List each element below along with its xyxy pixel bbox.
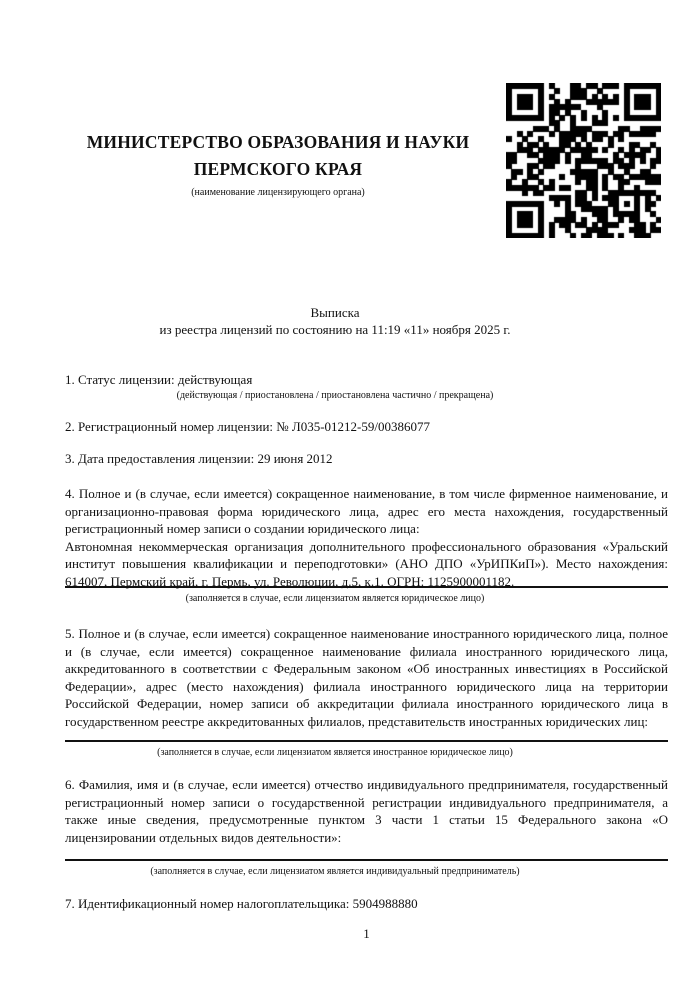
extract-subtitle: из реестра лицензий по состоянию на 11:19 «11» ноября 2025 г. [159, 322, 511, 337]
foreign-entity-note: (заполняется в случае, если лицензиатом является иностранное юридическое лицо) [157, 747, 513, 758]
ministry-name [65, 129, 491, 183]
legal-entity-value: Автономная некоммерческая организация дополнительного профессионального образования «Уральский институт повышения квалификации и переподготовки» (АНО ДПО «УрИПКиП»). Место нахождения: 614007, Пермский край, г. Пермь, ул. Революции, д.5, к.1. ОГРН: 1125900001182. [65, 538, 668, 589]
legal-entity-note: (заполняется в случае, если лицензиатом является юридическое лицо) [185, 593, 485, 604]
extract-title-block [65, 304, 605, 338]
qr-code-icon [506, 83, 661, 238]
entrepreneur-intro: 6. Фамилия, имя и (в случае, если имеется) отчество индивидуального предпринимателя, государственный регистрационный номер записи о государственной регистрации индивидуального предпринимателя, а также иные сведения, предусмотренные пунктом 3 части 1 статьи 15 Федерального закона «О лицензировании отдельных видов деятельности»: [65, 777, 668, 845]
foreign-entity-intro: 5. Полное и (в случае, если имеется) сокращенное наименование иностранного юридического лица, полное и (в случае, если имеется) сокращенное наименование филиала иностранного юридического лица, аккредитованного в соответствии с Федеральным законом «Об иностранных инвестициях в Российской Федерации», адрес (место нахождения) филиала иностранного юридического лица на территории Российской Федерации, номер записи об аккредитации филиала иностранного юридического лица в государственном реестре аккредитованных филиалов, представительств иностранных юридических лиц: [65, 626, 668, 729]
extract-title: Выписка [310, 305, 360, 320]
entrepreneur-note: (заполняется в случае, если лицензиатом является индивидуальный предприниматель) [150, 866, 520, 877]
legal-entity-item [65, 485, 668, 591]
qr-code-container [506, 83, 661, 238]
entrepreneur-fill-line [65, 859, 668, 861]
license-grant-date-item: 3. Дата предоставления лицензии: 29 июня 2012 [65, 451, 333, 466]
status-options-note: (действующая / приостановлена / приостановлена частично / прекращена) [176, 389, 494, 401]
legal-entity-intro: 4. Полное и (в случае, если имеется) сокращенное наименование, в том числе фирменное наименование, и организационно-правовая форма юридического лица, адрес его места нахождения, государственный регистрационный номер записи о создании юридического лица: [65, 486, 668, 537]
foreign-entity-fill-line [65, 740, 668, 742]
taxpayer-id-item: 7. Идентификационный номер налогоплательщика: 5904988880 [65, 896, 418, 911]
license-status-item [65, 371, 668, 403]
ministry-name-line2: ПЕРМСКОГО КРАЯ [193, 159, 363, 179]
entrepreneur-item [65, 776, 668, 846]
foreign-entity-item [65, 625, 668, 731]
legal-entity-fill-line [65, 586, 668, 588]
license-status-text: 1. Статус лицензии: действующая [65, 372, 253, 387]
licensing-authority-header [65, 129, 491, 199]
license-number-item: 2. Регистрационный номер лицензии: № Л035-01212-59/00386077 [65, 419, 431, 434]
ministry-name-line1: МИНИСТЕРСТВО ОБРАЗОВАНИЯ И НАУКИ [86, 132, 470, 152]
page-number: 1 [363, 926, 370, 941]
ministry-caption: (наименование лицензирующего органа) [191, 187, 365, 198]
